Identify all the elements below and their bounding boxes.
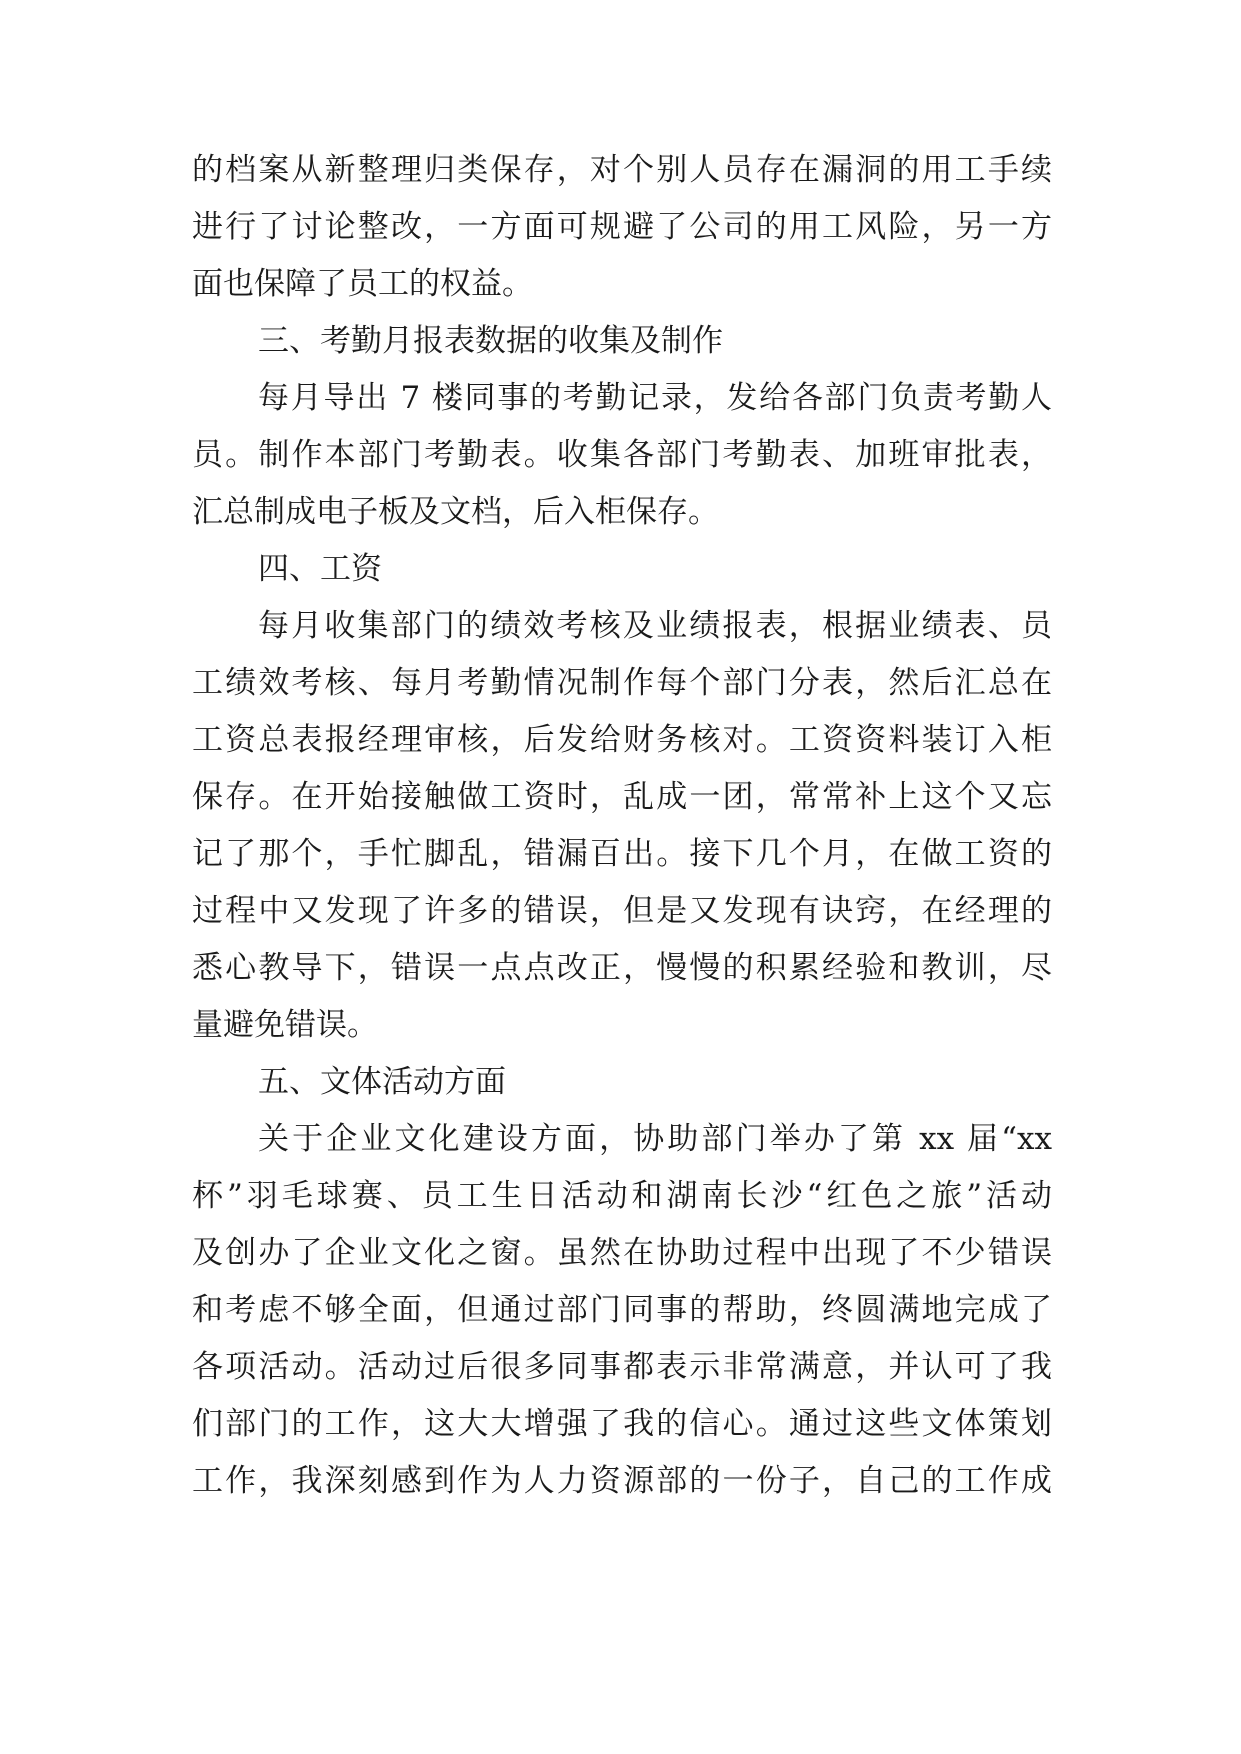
paragraph-line: 汇总制成电子板及文档，后入柜保存。 — [192, 494, 719, 530]
paragraph-line: 保存。在开始接触做工资时，乱成一团，常常补上这个又忘 — [192, 779, 1052, 815]
paragraph-line: 悉心教导下，错误一点点改正，慢慢的积累经验和教训，尽 — [192, 950, 1052, 986]
paragraph-line: 及创办了企业文化之窗。虽然在协助过程中出现了不少错误 — [192, 1235, 1052, 1271]
paragraph-line: 记了那个，手忙脚乱，错漏百出。接下几个月，在做工资的 — [192, 836, 1052, 872]
paragraph-line: 每月收集部门的绩效考核及业绩报表，根据业绩表、员 — [258, 608, 1052, 644]
paragraph-line: 的档案从新整理归类保存，对个别人员存在漏洞的用工手续 — [192, 152, 1052, 188]
paragraph-line: 面也保障了员工的权益。 — [192, 266, 533, 302]
paragraph-line: 关于企业文化建设方面，协助部门举办了第 xx 届“xx — [258, 1121, 1052, 1157]
section-heading-activities: 五、文体活动方面 — [258, 1064, 506, 1100]
paragraph-line: 员。制作本部门考勤表。收集各部门考勤表、加班审批表， — [192, 437, 1052, 473]
section-heading-attendance: 三、考勤月报表数据的收集及制作 — [258, 323, 723, 359]
paragraph-line: 量避免错误。 — [192, 1007, 378, 1043]
paragraph-line: 过程中又发现了许多的错误，但是又发现有诀窍，在经理的 — [192, 893, 1052, 929]
paragraph-line: 和考虑不够全面，但通过部门同事的帮助，终圆满地完成了 — [192, 1292, 1052, 1328]
paragraph-line: 们部门的工作，这大大增强了我的信心。通过这些文体策划 — [192, 1406, 1052, 1442]
paragraph-line: 进行了讨论整改，一方面可规避了公司的用工风险，另一方 — [192, 209, 1052, 245]
paragraph-line: 杯”羽毛球赛、员工生日活动和湖南长沙“红色之旅”活动 — [192, 1178, 1052, 1214]
paragraph-line: 工作，我深刻感到作为人力资源部的一份子，自己的工作成 — [192, 1463, 1052, 1499]
paragraph-line: 各项活动。活动过后很多同事都表示非常满意，并认可了我 — [192, 1349, 1052, 1385]
paragraph-line: 每月导出 7 楼同事的考勤记录，发给各部门负责考勤人 — [258, 380, 1052, 416]
paragraph-line: 工资总表报经理审核，后发给财务核对。工资资料装订入柜 — [192, 722, 1052, 758]
section-heading-salary: 四、工资 — [258, 551, 382, 587]
paragraph-line: 工绩效考核、每月考勤情况制作每个部门分表，然后汇总在 — [192, 665, 1052, 701]
